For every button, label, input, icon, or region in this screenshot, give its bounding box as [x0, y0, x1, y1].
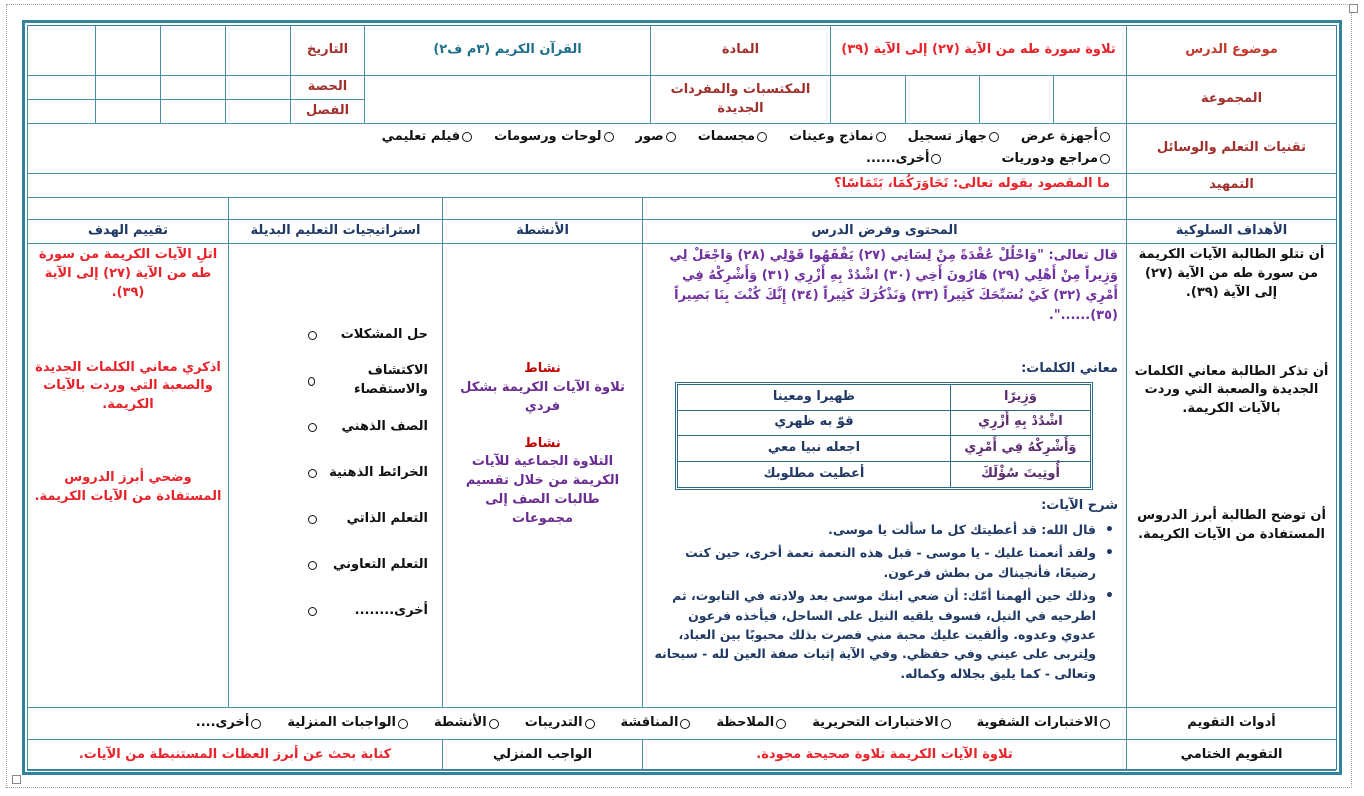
strategy-label: الاكتشاف والاستقصاء: [353, 363, 428, 397]
date-label: التاريخ: [290, 26, 364, 76]
technique-option[interactable]: [636, 128, 676, 147]
radio-circle-icon[interactable]: [489, 719, 499, 729]
vocab-word: وَزِيرًا: [950, 385, 1090, 410]
strategies-list: [229, 312, 428, 634]
technique-option[interactable]: [698, 128, 767, 147]
assessment-option-label: الأنشطة: [433, 715, 487, 731]
radio-circle-icon[interactable]: [989, 132, 999, 142]
technique-option[interactable]: [789, 128, 886, 147]
evaluation-3: وضحي أبرز الدروس المستفادة من الآيات الكريمة.: [34, 470, 222, 504]
assessment-option[interactable]: [434, 714, 499, 733]
period-label: الحصة: [290, 76, 364, 100]
final-eval-value: تلاوة الآيات الكريمة تلاوة صحيحة مجودة.: [642, 740, 1126, 771]
activities-cell: [442, 244, 642, 708]
strategy-item[interactable]: [308, 588, 428, 634]
strategy-label: التعلم التعاوني: [333, 556, 428, 572]
objective-3: أن توضح الطالبة أبرز الدروس المستفادة من الآيات الكريمة.: [1137, 508, 1326, 542]
lesson-topic-value: تلاوة سورة طه من الآية (٢٧) إلى الآية (٣٩): [830, 26, 1126, 76]
date-box-4[interactable]: [27, 26, 95, 76]
technique-option[interactable]: [1021, 128, 1110, 147]
spacer-2: [642, 198, 1126, 220]
objectives-cell: [1126, 244, 1336, 708]
radio-circle-icon[interactable]: [680, 719, 690, 729]
content-header: المحتوى وفرض الدرس: [642, 220, 1126, 244]
technique-option[interactable]: [866, 150, 941, 169]
radio-circle-icon[interactable]: [776, 719, 786, 729]
spacer-5: [27, 198, 228, 220]
group-box-3[interactable]: [905, 76, 979, 124]
content-cell: [642, 244, 1126, 708]
evaluation-cell: [27, 244, 228, 708]
technique-option[interactable]: [908, 128, 999, 147]
table-resize-handle[interactable]: [12, 775, 21, 784]
strategy-label: حل المشكلات: [340, 326, 428, 342]
technique-option-label: مجسمات: [697, 128, 756, 144]
strategy-label: الصف الذهني: [341, 418, 428, 434]
technique-option[interactable]: [494, 128, 613, 147]
intro-label: التمهيد: [1126, 174, 1336, 198]
assessment-option[interactable]: [525, 714, 595, 733]
technique-option[interactable]: [382, 128, 473, 147]
activity-1-text: تلاوة الآيات الكريمة بشكل فردي: [460, 379, 625, 414]
vocab-meaning: أعطيت مطلوبك: [763, 465, 865, 481]
activity-1-title: نشاط: [524, 361, 561, 376]
radio-circle-icon[interactable]: [398, 719, 408, 729]
assessment-option[interactable]: [977, 714, 1110, 733]
period-box-4[interactable]: [27, 76, 95, 100]
radio-circle-icon[interactable]: [308, 561, 317, 570]
assessment-option-label: الاختبارات التحريرية: [812, 715, 939, 731]
assessment-tools-label: أدوات التقويم: [1126, 708, 1336, 740]
strategy-item[interactable]: [308, 542, 428, 588]
radio-circle-icon[interactable]: [666, 132, 676, 142]
strategy-label: الخرائط الذهنية: [329, 464, 428, 480]
techniques-options-row-1: [28, 126, 1110, 148]
lesson-topic-label: موضوع الدرس: [1126, 26, 1336, 76]
technique-option-label: جهاز تسجيل: [907, 128, 987, 144]
assessment-option-label: المناقشة: [620, 715, 679, 731]
assessment-tools-row: [196, 714, 1110, 733]
group-box-1[interactable]: [1053, 76, 1126, 124]
vocab-row: [678, 385, 1090, 411]
radio-circle-icon[interactable]: [308, 515, 317, 524]
explanation-item: • قال الله: قد أعطيتك كل ما سألت يا موسى.: [649, 520, 1118, 539]
assessment-option[interactable]: [812, 714, 950, 733]
final-eval-label: التقويم الختامي: [1126, 740, 1336, 771]
assessment-tools-options: [27, 708, 1126, 740]
radio-circle-icon[interactable]: [308, 607, 317, 616]
date-box-3[interactable]: [95, 26, 160, 76]
radio-circle-icon[interactable]: [604, 132, 614, 142]
assessment-option-label: الملاحظة: [716, 715, 775, 731]
assessment-option[interactable]: [196, 714, 262, 733]
meanings-label: معاني الكلمات:: [1021, 361, 1118, 376]
assessment-option[interactable]: [621, 714, 691, 733]
homework-label: الواجب المنزلي: [442, 740, 642, 771]
subject-value: القرآن الكريم (٣م ف٢): [364, 26, 650, 76]
explain-label: شرح الآيات:: [1041, 498, 1118, 513]
period-box-3[interactable]: [95, 76, 160, 100]
group-label: المجموعة: [1126, 76, 1336, 124]
objective-2: أن تذكر الطالبة معاني الكلمات الجديدة والصعبة التي وردت بالآيات الكريمة.: [1134, 363, 1329, 417]
vocab-meaning: اجعله نبيا معي: [767, 439, 861, 455]
explanation-item: • وذلك حين ألهمنا أمّك: أن ضعي ابنك موسى بعد ولادته في التابوت، ثم اطرحيه في النيل، فسوف يلقيه النيل على الساحل، فيأخذه فرعون عدوي وعدوه. وألقيت عليك محبة مني فصرت بذلك محبوبًا بين العباد، ولِتربى على عيني وفي حفظي. وفي الآية إثبات صفة العين لله - سبحانه وتعالى - كما يليق بجلاله وكماله.: [649, 586, 1118, 683]
radio-circle-icon[interactable]: [1100, 719, 1110, 729]
assessment-option-label: التدريبات: [524, 715, 583, 731]
radio-circle-icon[interactable]: [308, 423, 317, 432]
activities-header: الأنشطة: [442, 220, 642, 244]
vocab-meaning: قوّ به ظهري: [774, 414, 854, 430]
radio-circle-icon[interactable]: [308, 469, 317, 478]
vocab-meaning: ظهيرا ومعينا: [772, 388, 856, 404]
strategy-item[interactable]: [308, 312, 428, 358]
vocab-table: [675, 382, 1093, 490]
date-box-1[interactable]: [225, 26, 290, 76]
radio-circle-icon[interactable]: [941, 719, 951, 729]
period-box-2[interactable]: [160, 76, 225, 100]
technique-option-label: مراجع ودوريات: [1001, 150, 1098, 166]
assessment-option[interactable]: [716, 714, 786, 733]
strategies-header: استراتيجيات التعليم البديلة: [228, 220, 442, 244]
vocab-acquired-value[interactable]: [364, 76, 650, 124]
radio-circle-icon[interactable]: [757, 132, 767, 142]
evaluation-2: اذكري معاني الكلمات الجديدة والصعبة التي وردت بالآيات الكريمة.: [35, 359, 221, 413]
group-box-4[interactable]: [830, 76, 905, 124]
spacer-3: [442, 198, 642, 220]
verses-text: قال تعالى: "وَاحْلُلْ عُقْدَةً مِنْ لِسَانِي (٢٧) يَفْقَهُوا قَوْلِي (٢٨) وَاجْعَلْ لِي وَزِيراً مِنْ أَهْلِي (٢٩) هَارُونَ أَخِي (٣٠) اشْدُدْ بِهِ أَزْرِي (٣١) وَأَشْرِكْهُ فِي أَمْرِي (٣٢) كَيْ نُسَبِّحَكَ كَثِيراً (٣٣) وَنَذْكُرَكَ كَثِيراً (٣٤) إِنَّكَ كُنْتَ بِنَا بَصِيراً (٣٥)......".: [669, 248, 1118, 324]
technique-option-label: أجهزة عرض: [1020, 128, 1098, 144]
vocab-acquired-label: المكتسبات والمفردات الجديدة: [650, 76, 830, 124]
vocab-word: أُوتِيتَ سُؤْلَكَ: [950, 462, 1090, 488]
techniques-label: تقنيات التعلم والوسائل: [1126, 124, 1336, 174]
class-box-2[interactable]: [160, 100, 225, 124]
radio-circle-icon[interactable]: [462, 132, 472, 142]
evaluation-1: اتلِ الآيات الكريمة من سورة طه من الآية (٢٧) إلى الآية (٣٩).: [38, 247, 218, 300]
technique-option-label: صور: [635, 128, 664, 144]
radio-circle-icon[interactable]: [931, 154, 941, 164]
lesson-plan-table: [22, 20, 1342, 775]
strategy-item[interactable]: [308, 358, 428, 404]
spacer-4: [228, 198, 442, 220]
evaluation-header: تقييم الهدف: [27, 220, 228, 244]
radio-circle-icon[interactable]: [876, 132, 886, 142]
radio-circle-icon[interactable]: [1100, 154, 1110, 164]
assessment-option-label: الواجبات المنزلية: [287, 715, 396, 731]
class-box-1[interactable]: [225, 100, 290, 124]
techniques-options-row-2: [28, 148, 1110, 170]
spacer-1: [1126, 198, 1336, 220]
activity-2-title: نشاط: [524, 435, 561, 451]
technique-option-label: فيلم تعليمي: [381, 128, 461, 144]
strategy-label: التعلم الذاتي: [346, 510, 428, 526]
intro-question: ما المقصود بقوله تعالى: تَحَاوَرَكُمَا، بَتَمَاسًا؟: [27, 174, 1126, 198]
radio-circle-icon[interactable]: [1100, 132, 1110, 142]
assessment-option-label: أخرى....: [195, 715, 250, 731]
technique-option-label: نماذج وعينات: [789, 128, 874, 144]
vocab-row: [678, 411, 1090, 437]
period-box-1[interactable]: [225, 76, 290, 100]
technique-option-label: أخرى......: [866, 150, 930, 166]
homework-value: كتابة بحث عن أبرز العظات المستنبطة من الآيات.: [27, 740, 442, 771]
group-box-2[interactable]: [979, 76, 1053, 124]
vocab-word: اشْدُدْ بِهِ أَزْرِي: [950, 411, 1090, 436]
vocab-row: [678, 436, 1090, 462]
strategy-label: أخرى........: [354, 602, 428, 618]
objective-1: أن تتلو الطالبة الآيات الكريمة من سورة طه من الآية (٢٧) إلى الآية (٣٩).: [1138, 247, 1325, 300]
vocab-word: وَأَشْرِكْهُ فِي أَمْرِي: [950, 436, 1090, 461]
explanations-list: [649, 520, 1118, 687]
class-box-4[interactable]: [27, 100, 95, 124]
techniques-options: [27, 124, 1126, 174]
technique-option[interactable]: [1001, 150, 1110, 169]
explanation-item: • ولقد أنعمنا عليك - يا موسى - قبل هذه النعمة نعمة أخرى، حين كنت رضيعًا، فأنجيناك من بطش فرعون.: [649, 543, 1118, 582]
date-box-2[interactable]: [160, 26, 225, 76]
strategy-item[interactable]: [308, 450, 428, 496]
strategy-item[interactable]: [308, 404, 428, 450]
objectives-header: الأهداف السلوكية: [1126, 220, 1336, 244]
assessment-option[interactable]: [287, 714, 408, 733]
class-box-3[interactable]: [95, 100, 160, 124]
assessment-option-label: الاختبارات الشفوية: [976, 715, 1098, 731]
class-label: الفصل: [290, 100, 364, 124]
radio-circle-icon[interactable]: [308, 377, 315, 386]
table-move-handle[interactable]: [1349, 4, 1358, 13]
activity-2-text: التلاوة الجماعية للآيات الكريمة من خلال تقسيم طالبات الصف إلى مجموعات: [465, 454, 620, 526]
radio-circle-icon[interactable]: [308, 331, 317, 340]
radio-circle-icon[interactable]: [585, 719, 595, 729]
subject-label: المادة: [650, 26, 830, 76]
technique-option-label: لوحات ورسومات: [494, 128, 602, 144]
strategy-item[interactable]: [308, 496, 428, 542]
strategies-cell: [228, 244, 442, 708]
radio-circle-icon[interactable]: [251, 719, 261, 729]
vocab-row: [678, 462, 1090, 488]
